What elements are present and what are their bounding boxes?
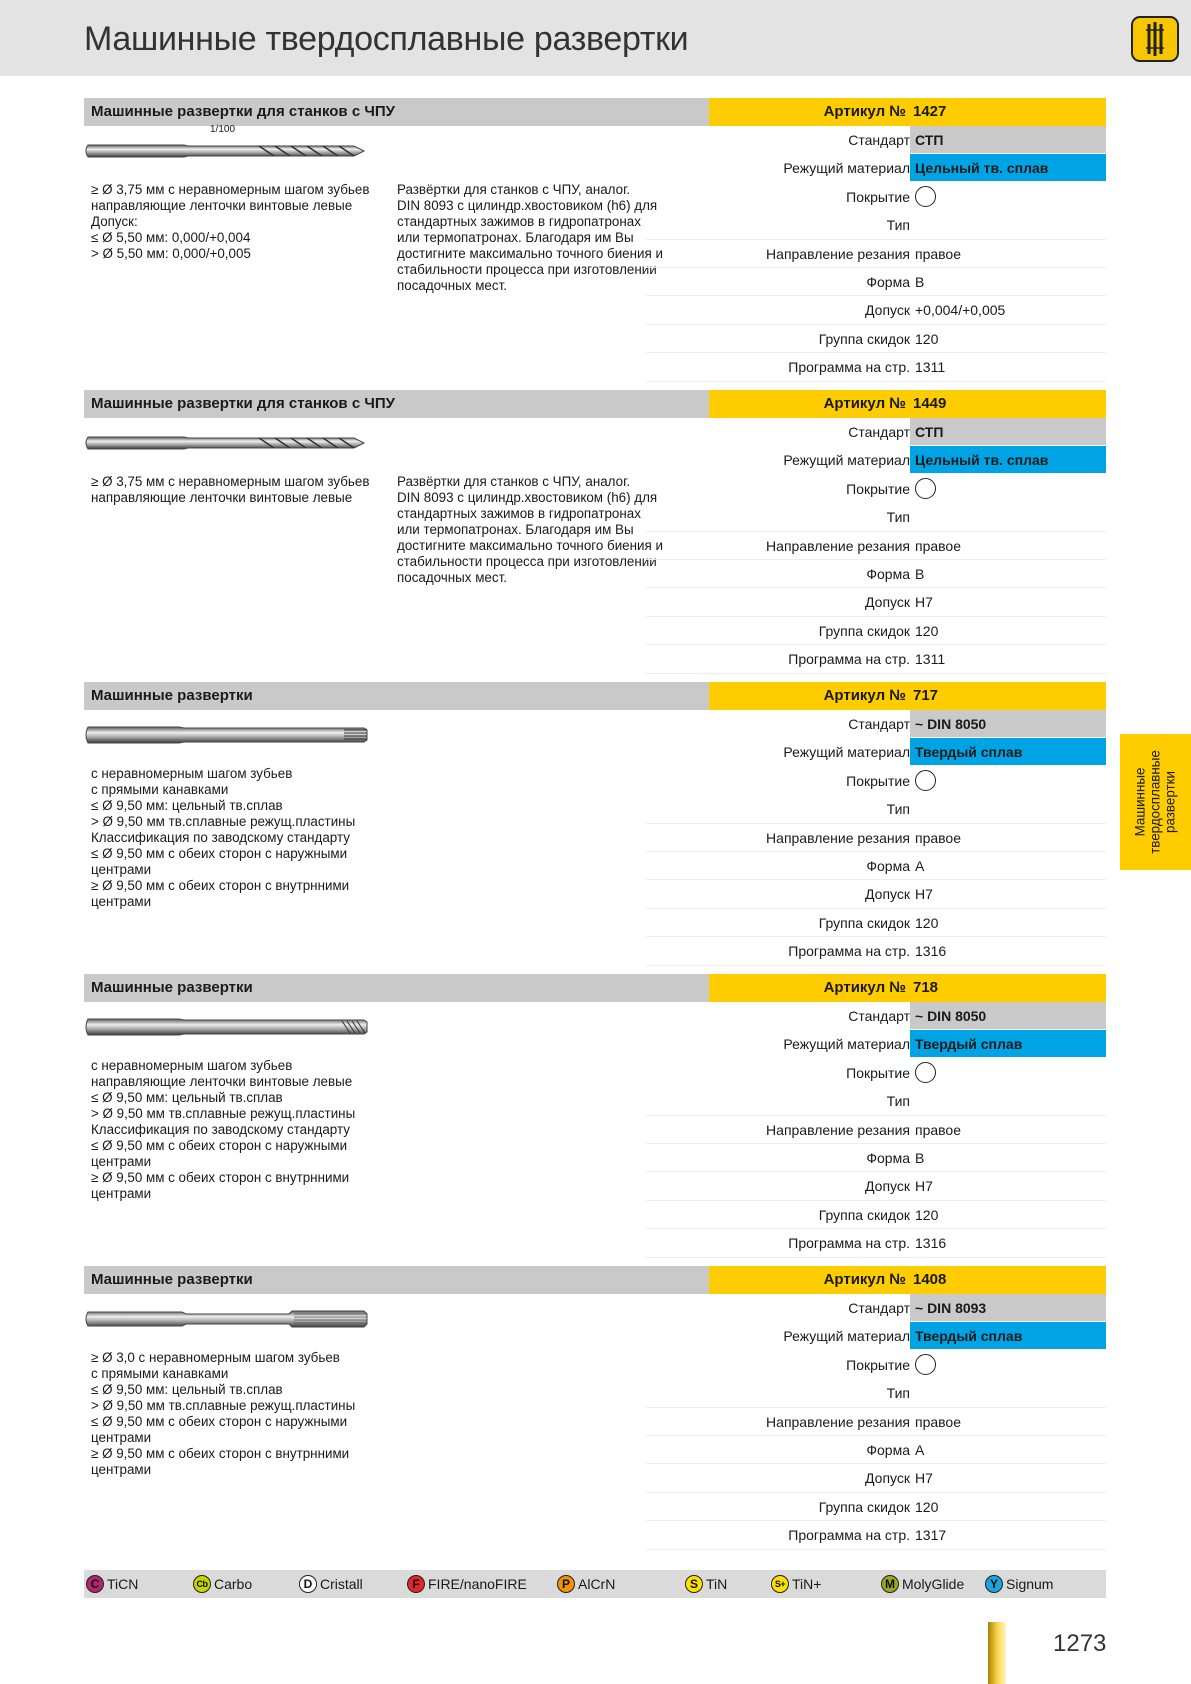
properties-table xyxy=(646,1002,1106,1258)
coating-alcrn-icon: P xyxy=(557,1575,575,1593)
machine-reamer-straight-icon xyxy=(84,722,369,753)
property-label: Тип xyxy=(886,217,910,234)
description-line: с неравномерным шагом зубьев xyxy=(91,1058,293,1073)
description-features xyxy=(91,1350,391,1478)
property-label: Режущий материал xyxy=(783,1328,910,1345)
legend-label: TiN+ xyxy=(792,1576,822,1592)
legend-item-signum xyxy=(985,1570,1053,1598)
property-row-cutting-direction xyxy=(646,824,1106,852)
property-value: B xyxy=(915,565,925,582)
property-label: Допуск xyxy=(865,1470,910,1487)
uncoated-circle-icon xyxy=(915,186,936,207)
legend-item-molyglide xyxy=(881,1570,964,1598)
description-line: Классификация по заводскому стандарту xyxy=(91,1122,350,1137)
cnc-reamer-spiral-icon xyxy=(84,430,369,461)
coating-value xyxy=(910,183,1106,211)
property-row-type xyxy=(646,795,1106,823)
property-row-cutting-direction xyxy=(646,240,1106,268)
property-value: Твердый сплав xyxy=(910,738,1106,765)
description-line: центрами xyxy=(91,1462,152,1477)
coating-legend xyxy=(84,1570,1106,1598)
description-application xyxy=(397,474,687,586)
property-value xyxy=(910,795,1106,823)
description-line: Развёртки для станков с ЧПУ, аналог. xyxy=(397,474,631,489)
property-label: Покрытие xyxy=(846,772,910,789)
section-title: Машинные развертки xyxy=(84,1266,709,1294)
property-row-program-page xyxy=(646,1229,1106,1257)
uncoated-circle-icon xyxy=(915,1062,936,1083)
property-row-tolerance xyxy=(646,588,1106,616)
description-line: ≤ Ø 9,50 мм: цельный тв.сплав xyxy=(91,1090,283,1105)
property-row-program-page xyxy=(646,1521,1106,1549)
description-line: достигните максимально точного биения и xyxy=(397,246,663,261)
property-value: ~ DIN 8050 xyxy=(910,710,1106,737)
description-line: или термопатронах. Благодаря им Вы xyxy=(397,522,634,537)
property-value xyxy=(910,1087,1106,1115)
property-row-coating xyxy=(646,475,1106,503)
description-line: центрами xyxy=(91,1186,152,1201)
tool-tolerance-mark: 1/100 xyxy=(210,124,236,135)
description-line: Допуск: xyxy=(91,214,138,229)
property-value: СТП xyxy=(910,126,1106,153)
product-section-717 xyxy=(84,682,1106,960)
coating-value xyxy=(910,1351,1106,1379)
legend-label: TiCN xyxy=(107,1576,139,1592)
description-line: стандартных зажимов в гидропатронах xyxy=(397,214,641,229)
property-row-cutting-material xyxy=(646,446,1106,474)
property-value: B xyxy=(915,1149,925,1166)
property-row-coating xyxy=(646,1059,1106,1087)
machine-reamer-helical-icon xyxy=(84,1014,369,1045)
property-value: 120 xyxy=(915,330,939,347)
property-row-tolerance xyxy=(646,880,1106,908)
description-line: ≤ Ø 9,50 мм с обеих сторон с наружными xyxy=(91,1138,348,1153)
property-row-standard xyxy=(646,418,1106,446)
reamer-logo-icon xyxy=(1133,18,1177,60)
property-row-discount-group xyxy=(646,617,1106,645)
legend-label: AlCrN xyxy=(578,1576,616,1592)
description-line: ≥ Ø 9,50 мм с обеих сторон с внутрнними xyxy=(91,1170,350,1185)
article-label: Артикул № xyxy=(823,1271,906,1288)
description-line: посадочных мест. xyxy=(397,278,507,293)
property-value: +0,004/+0,005 xyxy=(915,302,1006,319)
description-line: центрами xyxy=(91,862,152,877)
description-line: ≤ Ø 9,50 мм: цельный тв.сплав xyxy=(91,1382,283,1397)
article-box xyxy=(709,1266,1106,1294)
legend-item-cristall xyxy=(299,1570,363,1598)
property-row-discount-group xyxy=(646,1201,1106,1229)
product-section-1408 xyxy=(84,1266,1106,1544)
description-line: достигните максимально точного биения и xyxy=(397,538,663,553)
legend-item-alcrn xyxy=(557,1570,615,1598)
description-line: стабильности процесса при изготовлении xyxy=(397,262,657,277)
description-line: центрами xyxy=(91,1154,152,1169)
description-line: ≤ Ø 9,50 мм с обеих сторон с наружными xyxy=(91,1414,348,1429)
coating-carbo-icon: Cb xyxy=(193,1575,211,1593)
property-label: Стандарт xyxy=(848,1008,910,1024)
property-label: Программа на стр. xyxy=(788,359,910,376)
property-row-type xyxy=(646,1379,1106,1407)
uncoated-circle-icon xyxy=(915,1354,936,1375)
property-row-cutting-direction xyxy=(646,532,1106,560)
property-row-standard xyxy=(646,1002,1106,1030)
description-line: ≥ Ø 9,50 мм с обеих сторон с внутрнними xyxy=(91,878,350,893)
product-section-718 xyxy=(84,974,1106,1252)
section-header xyxy=(84,98,1106,126)
property-label: Группа скидок xyxy=(818,622,910,639)
property-value: H7 xyxy=(915,594,933,611)
property-row-form xyxy=(646,852,1106,880)
property-value: 1311 xyxy=(915,651,946,668)
description-line: с прямыми канавками xyxy=(91,1366,229,1381)
property-label: Форма xyxy=(866,857,910,874)
legend-label: FIRE/nanoFIRE xyxy=(428,1576,527,1592)
article-box xyxy=(709,682,1106,710)
legend-label: Cristall xyxy=(320,1576,363,1592)
article-number: 1427 xyxy=(913,103,947,120)
property-value: правое xyxy=(915,245,962,262)
property-row-discount-group xyxy=(646,325,1106,353)
description-line: центрами xyxy=(91,1430,152,1445)
description-line: ≥ Ø 3,75 мм с неравномерным шагом зубьев xyxy=(91,182,370,197)
property-label: Направление резания xyxy=(766,245,910,262)
property-row-tolerance xyxy=(646,296,1106,324)
property-label: Направление резания xyxy=(766,537,910,554)
property-row-discount-group xyxy=(646,1493,1106,1521)
property-row-form xyxy=(646,1436,1106,1464)
property-row-coating xyxy=(646,1351,1106,1379)
page-number: 1273 xyxy=(1053,1630,1107,1657)
legend-label: TiN xyxy=(706,1576,728,1592)
property-label: Покрытие xyxy=(846,1064,910,1081)
description-line: стабильности процесса при изготовлении xyxy=(397,554,657,569)
description-line: центрами xyxy=(91,894,152,909)
description-line: или термопатронах. Благодаря им Вы xyxy=(397,230,634,245)
legend-label: Carbo xyxy=(214,1576,253,1592)
property-value: Цельный тв. сплав xyxy=(910,154,1106,181)
properties-table xyxy=(646,126,1106,382)
chapter-side-tab-label: Машинные твердосплавные развертки xyxy=(1132,750,1178,854)
property-label: Стандарт xyxy=(848,132,910,148)
property-value xyxy=(910,1379,1106,1407)
coating-ticn-icon: C xyxy=(86,1575,104,1593)
chapter-side-tab[interactable] xyxy=(1120,734,1191,870)
property-value: 120 xyxy=(915,1206,939,1223)
description-line: > Ø 9,50 мм тв.сплавные режущ.пластины xyxy=(91,814,356,829)
property-row-type xyxy=(646,211,1106,239)
property-value xyxy=(910,211,1106,239)
property-label: Программа на стр. xyxy=(788,943,910,960)
property-label: Тип xyxy=(886,1093,910,1110)
property-label: Тип xyxy=(886,509,910,526)
description-line: ≥ Ø 3,75 мм с неравномерным шагом зубьев xyxy=(91,474,370,489)
property-value: правое xyxy=(915,1121,962,1138)
product-section-1427 xyxy=(84,98,1106,376)
property-row-program-page xyxy=(646,937,1106,965)
property-label: Группа скидок xyxy=(818,914,910,931)
property-label: Программа на стр. xyxy=(788,1527,910,1544)
property-label: Допуск xyxy=(865,302,910,319)
property-value: 1317 xyxy=(915,1527,947,1544)
article-box xyxy=(709,390,1106,418)
property-value: H7 xyxy=(915,886,933,903)
property-row-standard xyxy=(646,126,1106,154)
page-title: Машинные твердосплавные развертки xyxy=(84,20,689,58)
property-row-standard xyxy=(646,710,1106,738)
brand-logo xyxy=(1131,16,1179,62)
property-label: Покрытие xyxy=(846,188,910,205)
property-label: Режущий материал xyxy=(783,452,910,469)
property-row-tolerance xyxy=(646,1172,1106,1200)
article-box xyxy=(709,974,1106,1002)
property-row-coating xyxy=(646,183,1106,211)
property-label: Допуск xyxy=(865,1178,910,1195)
description-line: стандартных зажимов в гидропатронах xyxy=(397,506,641,521)
property-label: Стандарт xyxy=(848,716,910,732)
description-line: направляющие ленточки винтовые левые xyxy=(91,1074,353,1089)
property-row-coating xyxy=(646,767,1106,795)
coating-signum-icon: Y xyxy=(985,1575,1003,1593)
description-line: направляющие ленточки винтовые левые xyxy=(91,490,353,505)
property-row-type xyxy=(646,503,1106,531)
article-number: 717 xyxy=(913,687,939,704)
section-title: Машинные развертки для станков с ЧПУ xyxy=(84,390,709,418)
section-header xyxy=(84,1266,1106,1294)
article-number: 1408 xyxy=(913,1271,947,1288)
property-value: 1316 xyxy=(915,1235,947,1252)
description-line: > Ø 5,50 мм: 0,000/+0,005 xyxy=(91,246,251,261)
uncoated-circle-icon xyxy=(915,770,936,791)
property-label: Режущий материал xyxy=(783,160,910,177)
property-label: Направление резания xyxy=(766,829,910,846)
property-value: правое xyxy=(915,829,962,846)
description-features xyxy=(91,182,391,262)
coating-value xyxy=(910,767,1106,795)
description-line: с неравномерным шагом зубьев xyxy=(91,766,293,781)
property-value: A xyxy=(915,1441,925,1458)
property-row-discount-group xyxy=(646,909,1106,937)
property-value: 1316 xyxy=(915,943,947,960)
section-header xyxy=(84,974,1106,1002)
property-value: ~ DIN 8050 xyxy=(910,1002,1106,1029)
property-label: Направление резания xyxy=(766,1121,910,1138)
article-number: 718 xyxy=(913,979,939,996)
property-row-standard xyxy=(646,1294,1106,1322)
property-row-cutting-direction xyxy=(646,1116,1106,1144)
machine-reamer-stepped-icon xyxy=(84,1306,369,1337)
property-value: H7 xyxy=(915,1470,933,1487)
coating-tin-icon: S xyxy=(685,1575,703,1593)
coating-tin--icon: S+ xyxy=(771,1575,789,1593)
section-header xyxy=(84,682,1106,710)
description-features xyxy=(91,766,391,910)
description-line: ≥ Ø 9,50 мм с обеих сторон с внутрнними xyxy=(91,1446,350,1461)
property-label: Форма xyxy=(866,273,910,290)
property-label: Форма xyxy=(866,1149,910,1166)
property-row-cutting-material xyxy=(646,154,1106,182)
property-row-cutting-material xyxy=(646,1030,1106,1058)
section-header xyxy=(84,390,1106,418)
description-line: ≤ Ø 5,50 мм: 0,000/+0,004 xyxy=(91,230,251,245)
properties-table xyxy=(646,1294,1106,1550)
description-line: DIN 8093 с цилиндр.хвостовиком (h6) для xyxy=(397,490,658,505)
description-line: посадочных мест. xyxy=(397,570,507,585)
description-line: Классификация по заводскому стандарту xyxy=(91,830,350,845)
description-features xyxy=(91,1058,391,1202)
legend-item-carbo xyxy=(193,1570,252,1598)
property-row-program-page xyxy=(646,645,1106,673)
legend-item-tin- xyxy=(771,1570,821,1598)
property-value: Цельный тв. сплав xyxy=(910,446,1106,473)
legend-label: MolyGlide xyxy=(902,1576,965,1592)
property-value: правое xyxy=(915,1413,962,1430)
coating-value xyxy=(910,1059,1106,1087)
property-label: Режущий материал xyxy=(783,1036,910,1053)
properties-table xyxy=(646,710,1106,966)
property-label: Программа на стр. xyxy=(788,1235,910,1252)
article-number: 1449 xyxy=(913,395,947,412)
property-label: Тип xyxy=(886,1385,910,1402)
cnc-reamer-spiral-icon xyxy=(84,138,369,169)
property-row-cutting-direction xyxy=(646,1408,1106,1436)
property-label: Направление резания xyxy=(766,1413,910,1430)
coating-value xyxy=(910,475,1106,503)
property-value: ~ DIN 8093 xyxy=(910,1294,1106,1321)
description-line: Развёртки для станков с ЧПУ, аналог. xyxy=(397,182,631,197)
description-line: ≤ Ø 9,50 мм с обеих сторон с наружными xyxy=(91,846,348,861)
property-row-form xyxy=(646,560,1106,588)
section-title: Машинные развертки xyxy=(84,974,709,1002)
description-line: DIN 8093 с цилиндр.хвостовиком (h6) для xyxy=(397,198,658,213)
section-title: Машинные развертки для станков с ЧПУ xyxy=(84,98,709,126)
page-header xyxy=(0,0,1191,76)
description-line: ≥ Ø 3,0 с неравномерным шагом зубьев xyxy=(91,1350,340,1365)
property-value: H7 xyxy=(915,1178,933,1195)
article-box xyxy=(709,98,1106,126)
article-label: Артикул № xyxy=(823,687,906,704)
property-label: Программа на стр. xyxy=(788,651,910,668)
property-label: Покрытие xyxy=(846,480,910,497)
property-value: B xyxy=(915,273,925,290)
property-label: Тип xyxy=(886,801,910,818)
description-application xyxy=(397,182,687,294)
article-label: Артикул № xyxy=(823,103,906,120)
property-label: Форма xyxy=(866,565,910,582)
description-features xyxy=(91,474,391,506)
description-line: > Ø 9,50 мм тв.сплавные режущ.пластины xyxy=(91,1398,356,1413)
property-row-cutting-material xyxy=(646,738,1106,766)
property-row-cutting-material xyxy=(646,1322,1106,1350)
article-label: Артикул № xyxy=(823,979,906,996)
product-section-1449 xyxy=(84,390,1106,668)
property-value: 120 xyxy=(915,914,939,931)
property-label: Форма xyxy=(866,1441,910,1458)
section-title: Машинные развертки xyxy=(84,682,709,710)
property-row-program-page xyxy=(646,353,1106,381)
legend-item-fire-nanofire xyxy=(407,1570,527,1598)
property-value: 1311 xyxy=(915,359,946,376)
property-label: Режущий материал xyxy=(783,744,910,761)
description-line: ≤ Ø 9,50 мм: цельный тв.сплав xyxy=(91,798,283,813)
legend-label: Signum xyxy=(1006,1576,1054,1592)
property-value: правое xyxy=(915,537,962,554)
property-value: A xyxy=(915,857,925,874)
property-label: Допуск xyxy=(865,594,910,611)
property-label: Группа скидок xyxy=(818,1206,910,1223)
uncoated-circle-icon xyxy=(915,478,936,499)
property-label: Группа скидок xyxy=(818,330,910,347)
property-value: 120 xyxy=(915,622,939,639)
description-line: направляющие ленточки винтовые левые xyxy=(91,198,353,213)
property-row-form xyxy=(646,268,1106,296)
property-value: Твердый сплав xyxy=(910,1030,1106,1057)
page-corner-accent xyxy=(988,1622,1006,1684)
coating-fire-nanofire-icon: F xyxy=(407,1575,425,1593)
property-value xyxy=(910,503,1106,531)
property-value: Твердый сплав xyxy=(910,1322,1106,1349)
property-row-tolerance xyxy=(646,1464,1106,1492)
description-line: с прямыми канавками xyxy=(91,782,229,797)
coating-cristall-icon: D xyxy=(299,1575,317,1593)
property-value: 120 xyxy=(915,1498,939,1515)
property-label: Группа скидок xyxy=(818,1498,910,1515)
property-label: Допуск xyxy=(865,886,910,903)
properties-table xyxy=(646,418,1106,674)
description-line: > Ø 9,50 мм тв.сплавные режущ.пластины xyxy=(91,1106,356,1121)
legend-item-ticn xyxy=(86,1570,138,1598)
legend-item-tin xyxy=(685,1570,727,1598)
property-row-form xyxy=(646,1144,1106,1172)
property-label: Стандарт xyxy=(848,1300,910,1316)
property-row-type xyxy=(646,1087,1106,1115)
coating-molyglide-icon: M xyxy=(881,1575,899,1593)
property-value: СТП xyxy=(910,418,1106,445)
property-label: Стандарт xyxy=(848,424,910,440)
property-label: Покрытие xyxy=(846,1356,910,1373)
article-label: Артикул № xyxy=(823,395,906,412)
